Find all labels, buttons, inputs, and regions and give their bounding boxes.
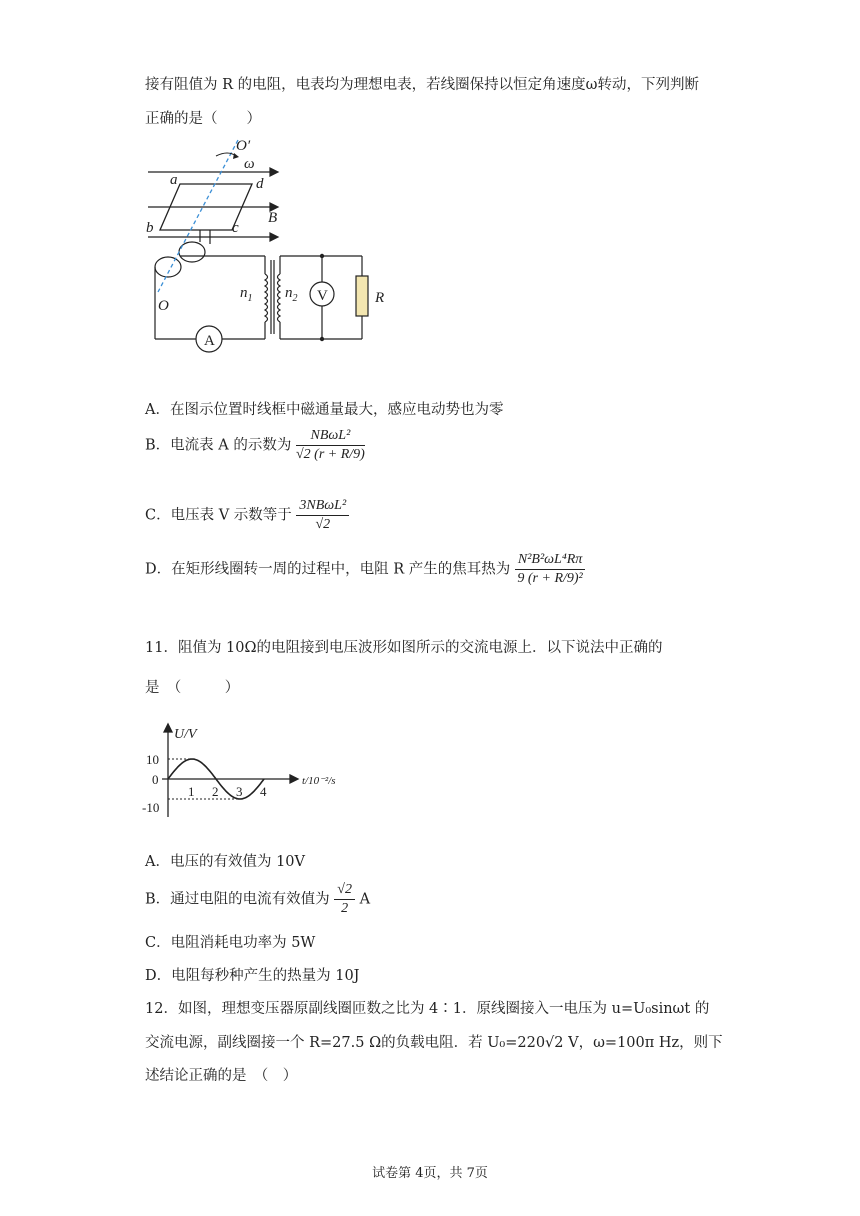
fraction-numerator: N²B²ωL⁴Rπ bbox=[515, 552, 585, 570]
q12-line3: 述结论正确的是 （ ） bbox=[145, 1068, 298, 1084]
q10-intro-line1: 接有阻值为 R 的电阻，电表均为理想电表，若线圈保持以恒定角速度ω转动，下列判断 bbox=[145, 77, 699, 93]
q11-option-b-formula bbox=[334, 882, 355, 917]
fraction-numerator: 3NBωL² bbox=[296, 498, 349, 516]
chart-ytick-zero: 0 bbox=[152, 772, 159, 787]
chart-ytick-bottom: -10 bbox=[142, 800, 160, 815]
ammeter-label: A bbox=[204, 333, 215, 349]
chart-xtick-label: 1 bbox=[188, 784, 195, 799]
q10-option-c bbox=[145, 498, 349, 533]
page-footer: 试卷第 4页，共 7页 bbox=[372, 1166, 488, 1181]
label-b-field: B bbox=[268, 210, 278, 226]
label-c: c bbox=[232, 220, 239, 236]
label-o-prime: O′ bbox=[236, 138, 251, 154]
q10-circuit-figure bbox=[140, 134, 400, 356]
q11-option-b-unit: A bbox=[359, 891, 371, 908]
q10-option-c-formula bbox=[296, 498, 349, 533]
label-b: b bbox=[146, 220, 154, 236]
q10-option-b-formula bbox=[296, 428, 365, 463]
q11-option-d: D．电阻每秒种产生的热量为 10J bbox=[145, 968, 360, 984]
fraction-denominator: √2 bbox=[315, 517, 331, 532]
fraction-denominator: 2 bbox=[341, 901, 349, 916]
q10-option-a: A．在图示位置时线框中磁通量最大，感应电动势也为零 bbox=[145, 402, 504, 418]
fraction-denominator: 9 (r + R/9)² bbox=[517, 571, 583, 586]
q11-option-b-prefix: B．通过电阻的电流有效值为 bbox=[145, 891, 330, 908]
fraction-numerator: NBωL² bbox=[296, 428, 365, 446]
voltmeter-label: V bbox=[317, 288, 328, 304]
q10-intro-line2: 正确的是（ ） bbox=[145, 111, 261, 127]
label-a: a bbox=[170, 172, 178, 188]
q10-option-b bbox=[145, 428, 365, 463]
q12-line1: 12．如图，理想变压器原副线圈匝数之比为 4∶1．原线圈接入一电压为 u=U₀sinωt 的 bbox=[145, 1001, 710, 1017]
label-r: R bbox=[375, 290, 385, 306]
q11-stem-line2: 是 （ ） bbox=[145, 680, 240, 696]
chart-xlabel: t/10⁻²/s bbox=[302, 775, 336, 787]
q10-option-d-prefix: D．在矩形线圈转一周的过程中，电阻 R 产生的焦耳热为 bbox=[145, 561, 511, 578]
q11-stem-line1: 11．阻值为 10Ω的电阻接到电压波形如图所示的交流电源上．以下说法中正确的 bbox=[145, 640, 663, 656]
q11-option-b bbox=[145, 882, 370, 917]
chart-ytick-top: 10 bbox=[146, 752, 159, 767]
fraction-numerator: √2 bbox=[334, 882, 355, 900]
label-n1: $n_1$ bbox=[240, 285, 253, 304]
q12-line2: 交流电源，副线圈接一个 R=27.5 Ω的负载电阻．若 U₀=220√2 V，ω=100π Hz，则下 bbox=[145, 1035, 723, 1051]
q10-option-b-prefix: B．电流表 A 的示数为 bbox=[145, 437, 292, 454]
fraction-denominator: √2 (r + R/9) bbox=[295, 447, 365, 462]
q11-option-a: A．电压的有效值为 10V bbox=[145, 854, 306, 870]
chart-xtick-label: 4 bbox=[260, 784, 267, 799]
q10-option-d-formula bbox=[515, 552, 585, 587]
q10-option-d bbox=[145, 552, 585, 587]
q11-option-c: C．电阻消耗电功率为 5W bbox=[145, 935, 316, 951]
q10-option-c-prefix: C．电压表 V 示数等于 bbox=[145, 507, 292, 524]
q11-voltage-chart bbox=[140, 722, 365, 822]
label-o: O bbox=[158, 298, 169, 314]
label-omega: ω bbox=[244, 156, 255, 172]
chart-xtick-label: 3 bbox=[236, 784, 243, 799]
chart-xtick-label: 2 bbox=[212, 784, 219, 799]
label-d: d bbox=[256, 176, 264, 192]
chart-ylabel: U/V bbox=[174, 727, 197, 742]
label-n2: $n_2$ bbox=[285, 285, 298, 304]
